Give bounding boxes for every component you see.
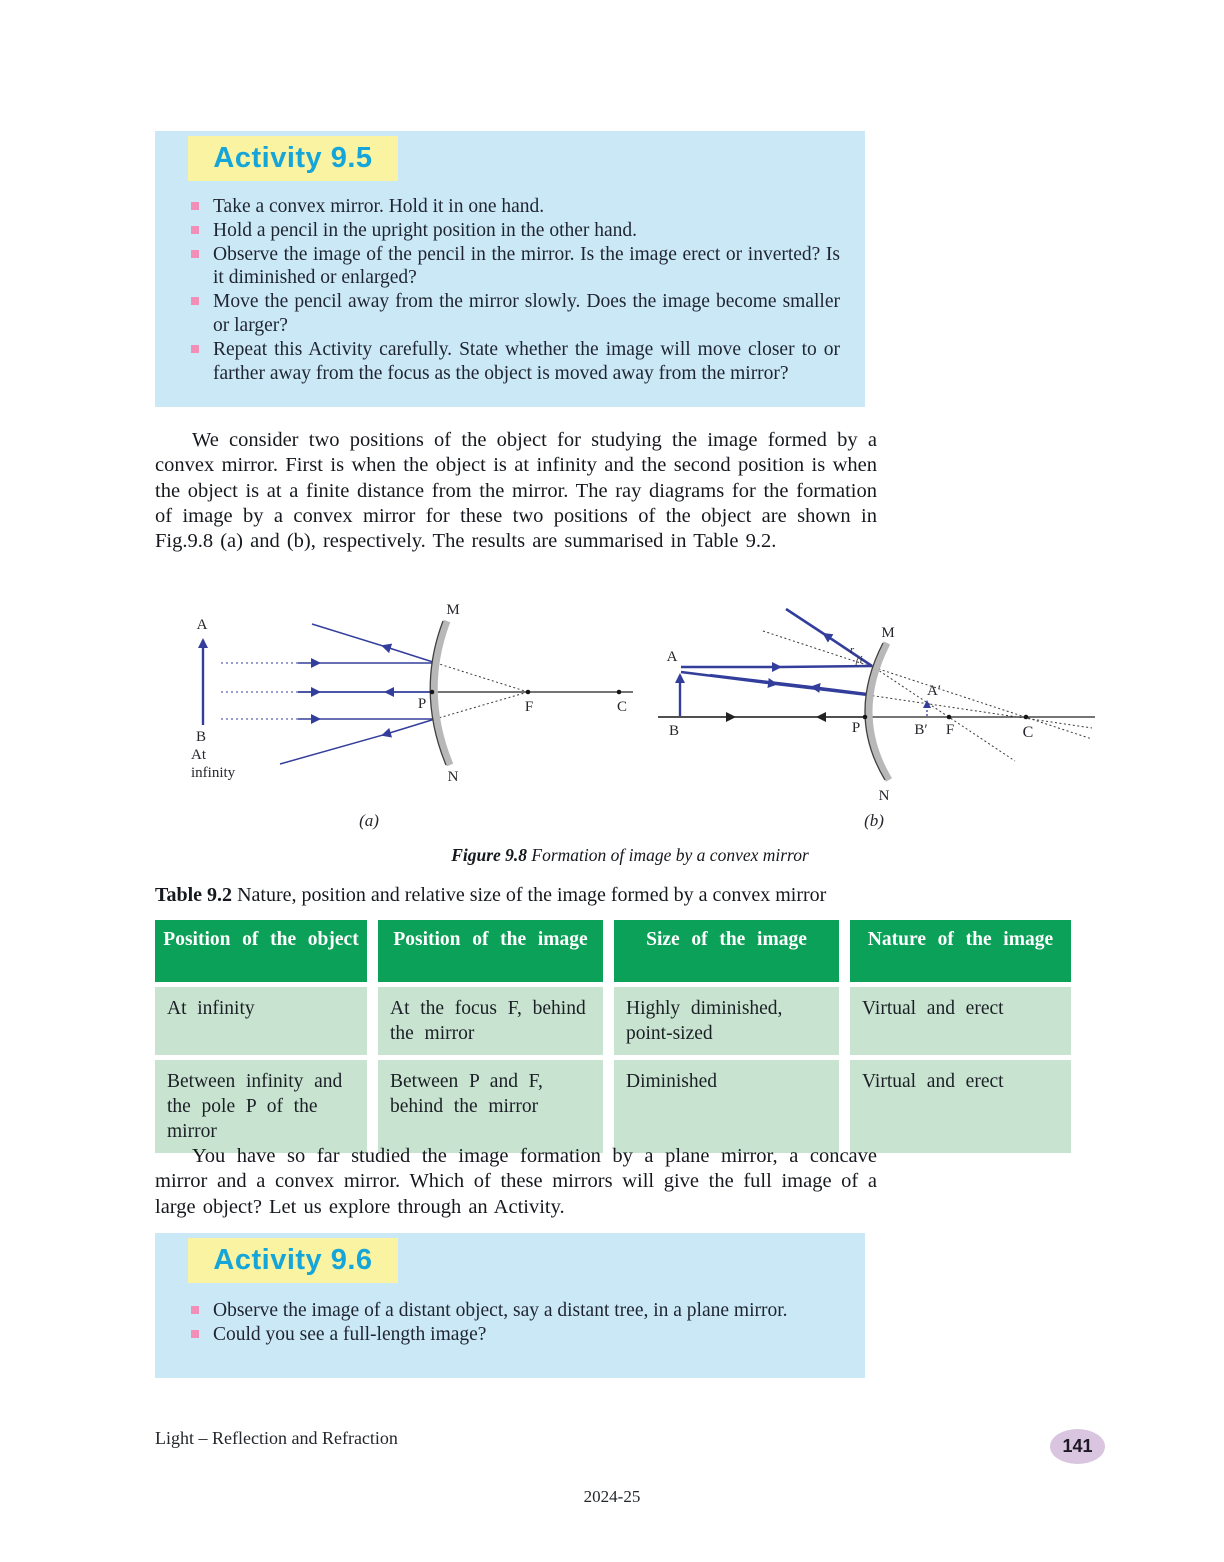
label-B: B	[195, 729, 207, 745]
ray-diagram-convex-mirror-object-finite-distance	[650, 595, 1110, 845]
activity-item: Hold a pencil in the upright position in the other hand.	[190, 219, 840, 243]
footer-chapter-title: Light – Reflection and Refraction	[155, 1428, 398, 1448]
table-caption-label: Table 9.2	[155, 884, 233, 906]
table-header-cell: Position of the image	[378, 920, 603, 982]
body-paragraph-1: We consider two positions of the object for studying the image formed by a convex mirror. First is when the object is at infinity and the second position is when the object is at a finite distance from the mirror. The ray diagrams for the formation of image by a convex mirror for these two positions of the object are shown in Fig.9.8 (a) and (b), respectively. The results are summarised in Table 9.2.	[155, 429, 877, 553]
virtual-ray-extension	[436, 663, 528, 692]
label-angle-i: i	[859, 654, 863, 666]
label-P: P	[851, 720, 861, 736]
label-A-prime: A′	[926, 683, 942, 699]
table-caption-text: Nature, position and relative size of the image formed by a convex mirror	[232, 884, 827, 906]
focus-point	[526, 690, 531, 695]
figure-caption-label: Figure 9.8	[451, 845, 528, 865]
activity-9-6-title: Activity 9.6	[213, 1244, 373, 1276]
table-caption	[155, 884, 1075, 907]
label-A: A	[666, 649, 678, 665]
activity-9-6-tab	[188, 1238, 398, 1283]
figure-caption: Figure 9.8 Formation of image by a convex mirror	[451, 845, 809, 865]
page-number-badge: 141	[1050, 1429, 1105, 1464]
activity-9-5-box	[155, 131, 865, 407]
reflected-ray	[312, 624, 436, 663]
label-N: N	[878, 788, 890, 804]
table-cell: Highly diminished, point-sized	[614, 987, 839, 1055]
table-cell: Diminished	[614, 1060, 839, 1153]
label-infinity: infinity	[191, 765, 236, 781]
activity-9-6-box	[155, 1233, 865, 1378]
label-P: P	[417, 696, 427, 712]
table-cell: At infinity	[155, 987, 367, 1055]
table-cell: Between infinity and the pole P of the mirror	[155, 1060, 367, 1153]
table-header-cell: Size of the image	[614, 920, 839, 982]
label-M: M	[446, 602, 460, 618]
centre-point	[617, 690, 622, 695]
activity-item: Observe the image of the pencil in the mirror. Is the image erect or inverted? Is it diminished or enlarged?	[190, 243, 840, 291]
table-header-cell: Position of the object	[155, 920, 367, 982]
activity-item: Move the pencil away from the mirror slowly. Does the image become smaller or larger?	[190, 290, 840, 338]
pole-point	[863, 715, 868, 720]
centre-point	[1024, 715, 1029, 720]
label-N: N	[447, 769, 459, 785]
incident-ray	[681, 666, 872, 667]
activity-item: Take a convex mirror. Hold it in one hand.	[190, 195, 840, 219]
label-B: B	[668, 723, 680, 739]
table-9-2	[155, 920, 1073, 1153]
table-cell: Virtual and erect	[850, 987, 1071, 1055]
virtual-ray-extension	[435, 692, 528, 719]
activity-item: Repeat this Activity carefully. State whether the image will move closer to or farther away from the focus as the object is moved away from the mirror?	[190, 338, 840, 386]
subfigure-label-b: (b)	[864, 811, 884, 830]
label-F: F	[524, 699, 534, 715]
label-C: C	[1022, 724, 1034, 741]
label-M: M	[881, 625, 895, 641]
activity-9-5-title: Activity 9.5	[213, 142, 373, 174]
table-cell: Between P and F, behind the mirror	[378, 1060, 603, 1153]
virtual-ray-extension	[868, 695, 1092, 728]
reflected-ray	[710, 675, 868, 694]
activity-item: Could you see a full-length image?	[190, 1323, 840, 1347]
table-cell: Virtual and erect	[850, 1060, 1071, 1153]
body-paragraph-2: You have so far studied the image formation by a plane mirror, a concave mirror and a convex mirror. Which of these mirrors will give the full image of a large object? Let us explore through an Activity.	[155, 1145, 877, 1218]
activity-9-5-tab	[188, 136, 398, 181]
table-cell: At the focus F, behind the mirror	[378, 987, 603, 1055]
ray-diagram-convex-mirror-object-at-infinity	[155, 595, 655, 845]
label-A: A	[196, 617, 208, 633]
label-C: C	[616, 699, 628, 715]
label-F: F	[945, 722, 955, 738]
subfigure-label-a: (a)	[359, 811, 379, 830]
label-B-prime: B′	[914, 722, 928, 738]
reflected-ray	[280, 719, 435, 764]
label-at: At	[191, 747, 206, 763]
activity-item: Observe the image of a distant object, say a distant tree, in a plane mirror.	[190, 1299, 840, 1323]
activity-9-5-list	[190, 195, 840, 385]
label-angle-r: r	[849, 644, 855, 656]
table-header-cell: Nature of the image	[850, 920, 1071, 982]
focus-point	[947, 715, 952, 720]
convex-mirror-back	[869, 643, 889, 780]
activity-9-6-list	[190, 1299, 840, 1347]
pole-point	[430, 690, 435, 695]
edition-year: 2024-25	[583, 1487, 641, 1506]
